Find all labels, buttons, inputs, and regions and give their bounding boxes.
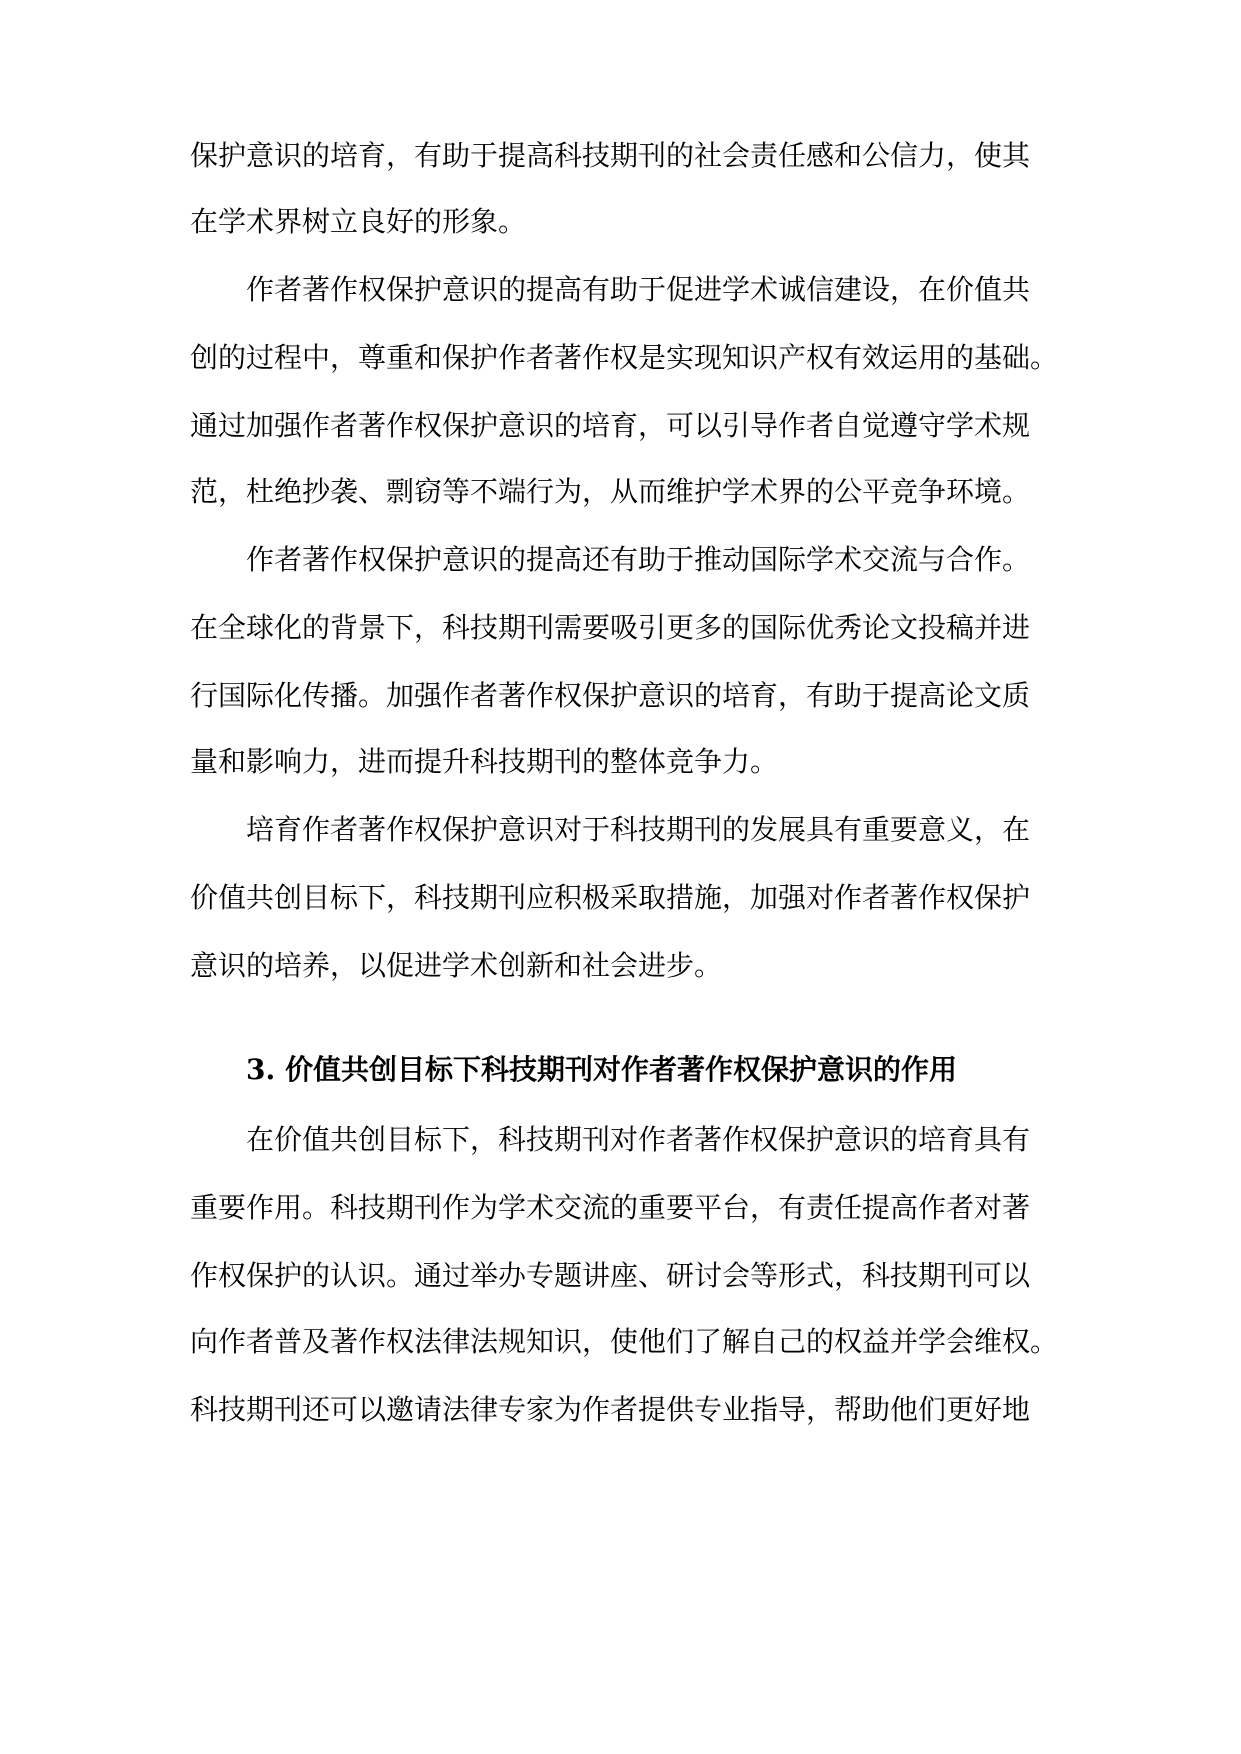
text-line: 在学术界树立良好的形象。 (190, 205, 527, 238)
text-line: 通过加强作者著作权保护意识的培育，可以引导作者自觉遵守学术规 (190, 409, 1031, 442)
paragraph-first-line: 作者著作权保护意识的提高有助于促进学术诚信建设，在价值共 (246, 273, 1031, 306)
paragraph-first-line: 培育作者著作权保护意识对于科技期刊的发展具有重要意义，在 (246, 813, 1031, 846)
text-line: 创的过程中，尊重和保护作者著作权是实现知识产权有效运用的基础。 (190, 341, 1059, 374)
text-line: 重要作用。科技期刊作为学术交流的重要平台，有责任提高作者对著 (190, 1191, 1031, 1224)
text-line: 在全球化的背景下，科技期刊需要吸引更多的国际优秀论文投稿并进 (190, 611, 1031, 644)
text-line: 作权保护的认识。通过举办专题讲座、研讨会等形式，科技期刊可以 (190, 1259, 1031, 1292)
text-line: 范，杜绝抄袭、剽窃等不端行为，从而维护学术界的公平竞争环境。 (190, 475, 1031, 508)
paragraph-first-line: 作者著作权保护意识的提高还有助于推动国际学术交流与合作。 (246, 543, 1031, 576)
text-line: 向作者普及著作权法律法规知识，使他们了解自己的权益并学会维权。 (190, 1325, 1059, 1358)
text-line: 价值共创目标下，科技期刊应积极采取措施，加强对作者著作权保护 (190, 881, 1031, 914)
paragraph-first-line: 在价值共创目标下，科技期刊对作者著作权保护意识的培育具有 (246, 1123, 1031, 1156)
text-line: 保护意识的培育，有助于提高科技期刊的社会责任感和公信力，使其 (190, 139, 1031, 172)
text-line: 意识的培养，以促进学术创新和社会进步。 (190, 949, 723, 982)
text-line: 行国际化传播。加强作者著作权保护意识的培育，有助于提高论文质 (190, 679, 1031, 712)
section-heading: 3. 价值共创目标下科技期刊对作者著作权保护意识的作用 (246, 1053, 957, 1086)
text-line: 科技期刊还可以邀请法律专家为作者提供专业指导，帮助他们更好地 (190, 1393, 1031, 1426)
text-line: 量和影响力，进而提升科技期刊的整体竞争力。 (190, 745, 779, 778)
